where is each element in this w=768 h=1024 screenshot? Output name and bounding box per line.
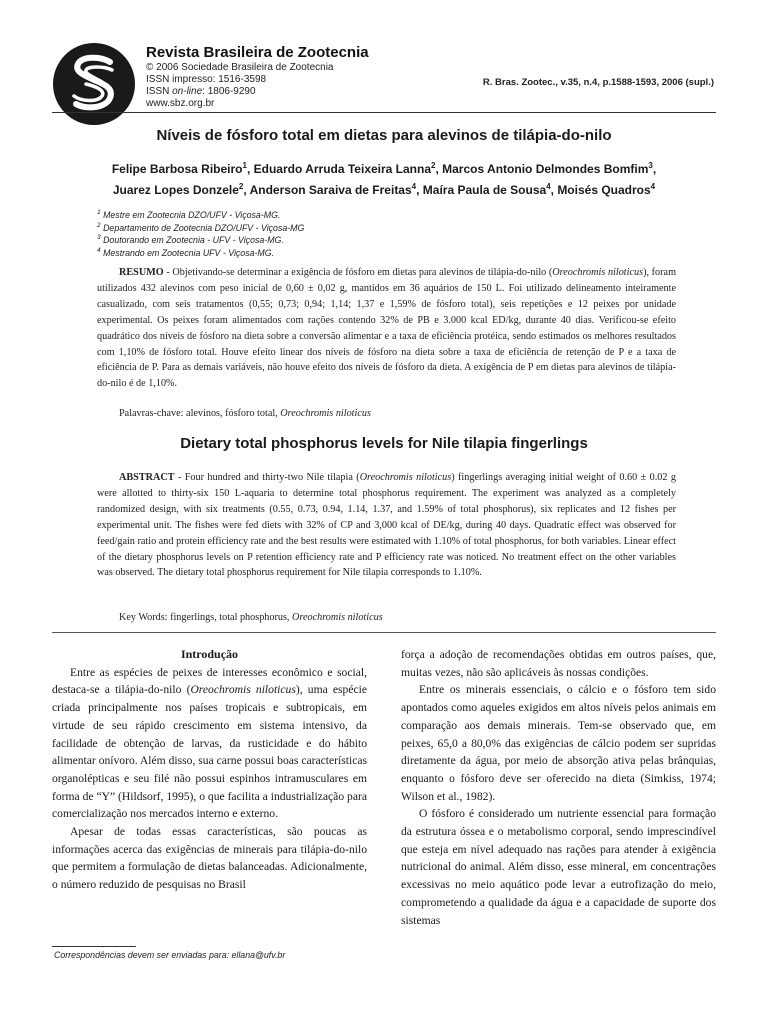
keywords-pt-label: Palavras-chave: — [119, 408, 184, 419]
author-name: Anderson Saraiva de Freitas — [249, 183, 412, 197]
keywords-en — [119, 612, 383, 623]
author — [423, 183, 551, 197]
right-column — [401, 646, 716, 929]
author-aff: 4 — [411, 182, 417, 191]
journal-name: Revista Brasileira de Zootecnia — [146, 44, 369, 61]
section-separator — [52, 632, 716, 633]
footnote-rule — [52, 946, 136, 947]
keywords-pt — [119, 408, 371, 419]
author-name: Eduardo Arruda Teixeira Lanna — [253, 162, 432, 176]
abstract-text-1: - Four hundred and thirty-two Nile tilapia ( — [174, 472, 360, 483]
issn-online-prefix: ISSN — [146, 86, 173, 97]
left-column — [52, 646, 367, 894]
author-name: Juarez Lopes Donzele — [112, 183, 239, 197]
issn-online-italic: on-line — [172, 86, 203, 97]
author-aff: 3 — [648, 161, 653, 170]
journal-logo-icon — [52, 42, 136, 126]
resumo-label: RESUMO — [119, 267, 164, 278]
intro-text: Entre as espécies de peixes de interesses econômico e social, destaca-se a tilápia-do-nilo ( — [52, 665, 367, 697]
affiliation-num: 1 — [97, 209, 101, 216]
resumo-paragraph — [97, 265, 676, 392]
author-aff: 2 — [238, 182, 244, 191]
author — [557, 183, 655, 197]
keywords-en-italic: Oreochromis niloticus — [292, 612, 383, 623]
citation: R. Bras. Zootec., v.35, n.4, p.1588-1593, 2006 (supl.) — [482, 77, 714, 88]
affiliation-num: 3 — [97, 234, 101, 242]
author-name: Felipe Barbosa Ribeiro — [111, 162, 243, 176]
affiliation — [97, 221, 304, 234]
abstract-text-2: ) fingerlings averaging initial weight of 0.60 ± 0.02 g were allotted to thirty-six 150 L-aquaria to determine total phosphorus requirement. The experiment was analyzed as a completely randomized design, with six treatments (0.55, 0.73, 0.94, 1.14, 1.37, and 1.59% of total phosphorus), six replicates and 12 fishes per experimental unit. The fishes were fed diets with 32% of CP and 3,000 kcal of DE/kg, during 40 days. Quadratic effect was observed for feed/gain ratio and protein efficiency rate and the best results were estimated with 1.10% of total phosphorus, for both variables. Linear effect of the dietary phosphorus levels on P retention efficiency rate and P efficiency rate was noticed. No treatment effect on the other variables was observed. The dietary total phosphorus requirement for Nile tilapia corresponds to 1.10%. — [97, 472, 676, 579]
author-aff: 2 — [431, 161, 436, 170]
resumo-text-1: - Objetivando-se determinar a exigência de fósforo em dietas para alevinos de tilápia-do-nilo ( — [163, 267, 553, 278]
author-name: Marcos Antonio Delmondes Bomfim — [442, 162, 649, 176]
keywords-en-plain: fingerlings, total phosphorus, — [167, 612, 293, 623]
author-name: Maíra Paula de Sousa — [422, 183, 547, 197]
affiliation-text: Mestrando em Zootecnia UFV - Viçosa-MG. — [103, 248, 275, 259]
website-link[interactable]: www.sbz.org.br — [146, 98, 215, 109]
keywords-pt-plain: alevinos, fósforo total, — [183, 408, 281, 419]
author-name: Moisés Quadros — [557, 183, 651, 197]
affiliation-num: 4 — [97, 247, 101, 255]
abstract-paragraph — [97, 470, 676, 581]
affiliation-text: Mestre em Zootecnia DZO/UFV - Viçosa-MG. — [103, 209, 281, 220]
header-rule — [52, 112, 716, 113]
affiliation-text: Doutorando em Zootecnia - UFV - Viçosa-MG. — [103, 235, 284, 246]
author — [250, 183, 417, 197]
intro-paragraph: Entre os minerais essenciais, o cálcio e o fósforo tem sido apontados como aqueles exigidos em altos níveis pelos animais em comparação aos demais minerais. Tem-se observado que, em peixes, 65,0 a 80,0% das exigências de cálcio podem ser supridas diretamente da água, por meio de absorção ativa pelas brânquias, enquanto o fósforo deve ser oferecido na dieta (Simkiss, 1974; Wilson et al., 1982). — [401, 683, 716, 803]
keywords-pt-italic: Oreochromis niloticus — [280, 408, 371, 419]
copyright-line: © 2006 Sociedade Brasileira de Zootecnia — [146, 62, 334, 73]
intro-paragraph — [52, 664, 367, 823]
affiliations — [97, 208, 304, 259]
intro-paragraph: O fósforo é considerado um nutriente essencial para formação da estrutura óssea e o metabolismo corporal, sendo imprescindível que esteja em nível adequado nas rações para atender à exigência nutricional do animal. Além disso, esse mineral, em concentrações excessivas no meio aquático pode levar a eutrofização do meio, comprometendo a qualidade da água e a capacidade de suporte dos sistemas — [401, 807, 716, 927]
author-aff: 4 — [546, 182, 551, 191]
abstract-species: Oreochromis niloticus — [359, 472, 452, 483]
intro-text: ), uma espécie criada principalmente nos países tropicais e subtropicais, em virtude de seu rápido crescimento em sistema intensivo, da facilidade de obtenção de larvas, da rusticidade e do hábito alimentar onívoro. Além disso, sua carne possui boas características organolépticas e seu filé não possui espinhos intramusculares em forma de “Y” (Hildsorf, 1995), o que facilita a industrialização para comercialização nos mercados interno e externo. — [52, 683, 367, 821]
author-aff: 1 — [242, 161, 247, 170]
issn-online — [146, 86, 256, 98]
affiliation — [97, 246, 304, 259]
affiliation-num: 2 — [97, 221, 101, 229]
section-heading: Introdução — [180, 647, 239, 661]
intro-paragraph: força a adoção de recomendações obtidas em outros países, que, muitas vezes, não são aplicáveis às nossas condições. — [401, 648, 716, 679]
intro-species: Oreochromis niloticus — [190, 683, 296, 697]
title-english: Dietary total phosphorus levels for Nile tilapia fingerlings — [180, 435, 588, 452]
author — [442, 162, 653, 176]
affiliation-text: Departamento de Zootecnia DZO/UFV - Viçosa-MG — [103, 222, 305, 233]
issn-print: ISSN impresso: 1516-3598 — [146, 74, 267, 85]
title-portuguese: Níveis de fósforo total em dietas para alevinos de tilápia-do-nilo — [156, 127, 612, 144]
keywords-en-label: Key Words: — [119, 612, 168, 623]
affiliation — [97, 233, 304, 246]
intro-paragraph: Apesar de todas essas características, são poucas as informações acerca das exigências de minerais para tilápia-do-nilo que permitem a formulação de dietas balanceadas. Adicionalmente, o número reduzido de pesquisas no Brasil — [52, 825, 367, 892]
abstract-label: ABSTRACT — [119, 472, 175, 483]
issn-online-number: : 1806-9290 — [202, 86, 256, 97]
author-aff: 4 — [650, 182, 656, 191]
author — [254, 162, 436, 176]
author — [113, 183, 244, 197]
correspondence-footnote: Correspondências devem ser enviadas para: ellana@ufv.br — [54, 950, 286, 960]
author-list: Felipe Barbosa Ribeiro$^1$, Eduardo Arruda Teixeira Lanna$^2$, Marcos Antonio Delmondes Bomfim$^3$, Juarez Lopes Donzele$^2$, Anderson Saraiva de Freitas$^4$, Maíra Paula de Sousa$^4$, Moisés Quadros$^4$ — [111, 161, 657, 197]
resumo-text-2: ), foram utilizados 432 alevinos com peso inicial de 0,60 ± 0,02 g, mantidos em 36 aquários de 150 L. Foi utilizado delineamento inteiramente casualizado, com seis tratamentos (0,55; 0,73; 0,94; 1,14; 1,37 e 1,59% de fósforo total), seis repetições e 12 peixes por unidade experimental. Os peixes foram alimentados com rações contendo 32% de PB e 3.000 kcal ED/kg, durante 40 dias. Verificou-se efeito quadrático dos níveis de fósforo na dieta sobre a conversão alimentar e a taxa de eficiência protéica, sendo estimados os melhores resultados com 1,10% de fósforo total. Houve efeito linear dos níveis de fósforo na dieta sobre a taxa de eficiência de retenção de P e a taxa de eficiência de P. Para as demais variáveis, não houve efeito dos níveis de fósforo da dieta. A exigência de P em dietas para alevinos de tilápia-do-nilo é de 1,10%. — [97, 267, 676, 390]
affiliation — [97, 208, 304, 221]
author — [112, 162, 247, 176]
resumo-species: Oreochromis niloticus — [552, 267, 644, 278]
